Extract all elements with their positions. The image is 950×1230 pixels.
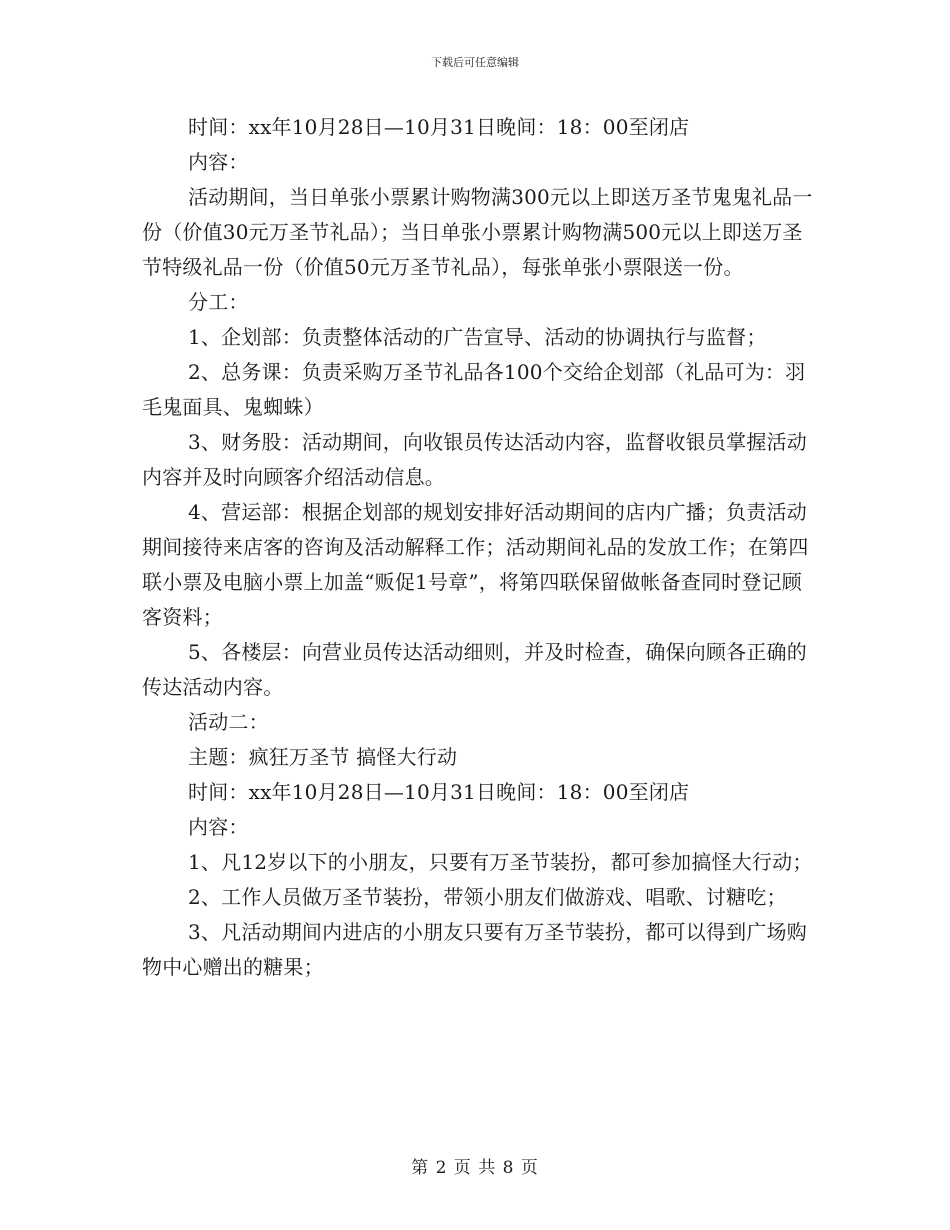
duty-operations: 4、营运部：根据企划部的规划安排好活动期间的店内广播；负责活动期间接待来店客的咨询及活动解释工作；活动期间礼品的发放工作；在第四联小票及电脑小票上加盖“贩促1号章”，将第四联保留做帐备查同时登记顾客资料； (142, 500, 809, 629)
duty-floors: 5、各楼层：向营业员传达活动细则，并及时检查，确保向顾各正确的传达活动内容。 (142, 640, 807, 699)
division-heading: 分工： (188, 290, 249, 314)
theme-line: 主题：疯狂万圣节 搞怪大行动 (188, 745, 458, 769)
content-heading-2: 内容： (188, 815, 249, 839)
rule-item-3: 3、凡活动期间内进店的小朋友只要有万圣节装扮，都可以得到广场购物中心赠出的糖果； (142, 920, 807, 979)
duty-general-affairs: 2、总务课：负责采购万圣节礼品各100个交给企划部（礼品可为：羽毛鬼面具、鬼蜘蛛） (142, 360, 806, 419)
activity-description: 活动期间，当日单张小票累计购物满300元以上即送万圣节鬼鬼礼品一份（价值30元万圣节礼品）；当日单张小票累计购物满500元以上即送万圣节特级礼品一份（价值50元万圣节礼品），每张单张小票限送一份。 (142, 185, 813, 279)
activity-two-heading: 活动二： (188, 710, 269, 734)
duty-planning-dept: 1、企划部：负责整体活动的广告宣导、活动的协调执行与监督； (188, 325, 767, 349)
page-number: 第 2 页 共 8 页 (411, 1158, 539, 1178)
document-body (142, 110, 822, 985)
time-line-1: 时间：xx年10月28日—10月31日晚间：18：00至闭店 (188, 115, 690, 139)
rule-item-1: 1、凡12岁以下的小朋友，只要有万圣节装扮，都可参加搞怪大行动； (188, 850, 813, 874)
duty-finance: 3、财务股：活动期间，向收银员传达活动内容，监督收银员掌握活动内容并及时向顾客介绍活动信息。 (142, 430, 807, 489)
content-heading-1: 内容： (188, 150, 249, 174)
time-line-2: 时间：xx年10月28日—10月31日晚间：18：00至闭店 (188, 780, 690, 804)
rule-item-2: 2、工作人员做万圣节装扮，带领小朋友们做游戏、唱歌、讨糖吃； (188, 885, 787, 909)
header-note: 下载后可任意编辑 (431, 56, 519, 69)
